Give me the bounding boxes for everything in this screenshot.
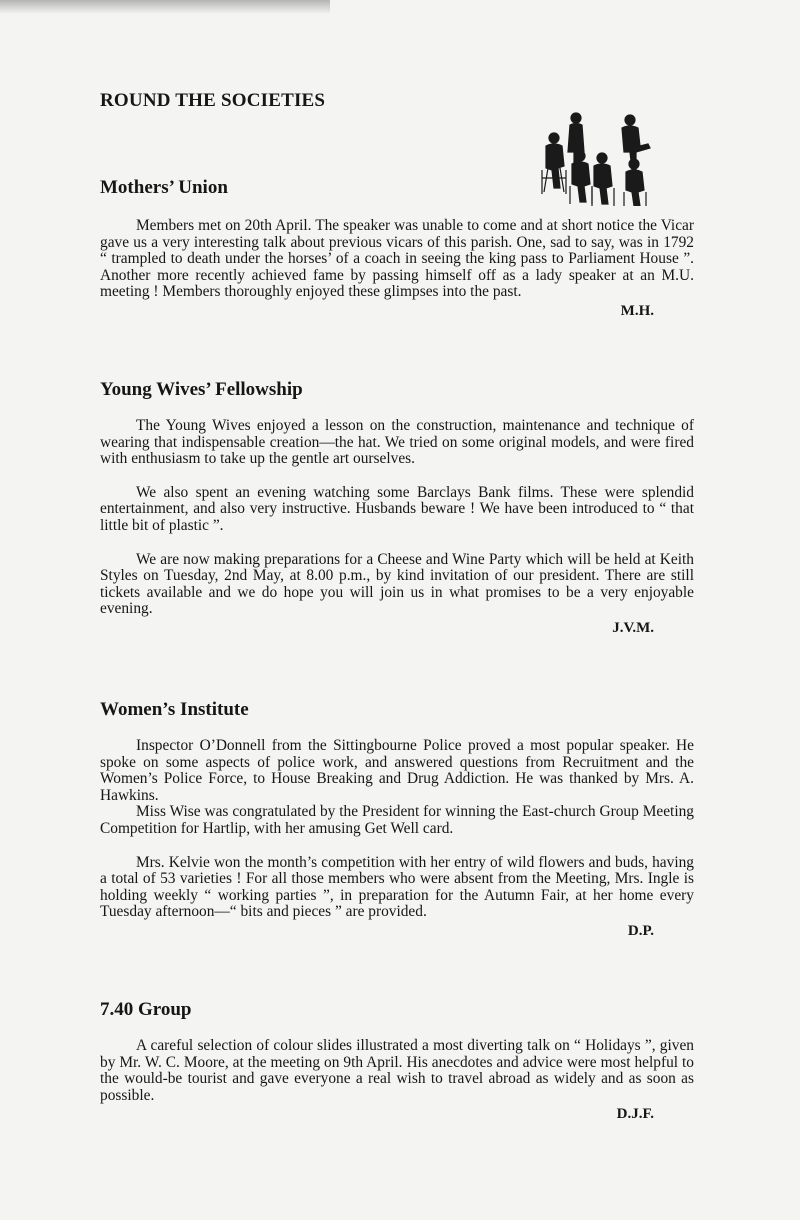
signature: D.P. <box>627 922 654 939</box>
section-paragraph: We are now making preparations for a Cheese and Wine Party which will be held at Keith Styles on Tuesday, 2nd May, at 8.00 p.m., by kind invitation of our president. There are still tickets available and we do hope you will join us in what promises to be a very enjoyable evening. <box>100 550 694 618</box>
section-paragraph: The Young Wives enjoyed a lesson on the construction, maintenance and technique of wearing that indispensable creation—the hat. We tried on some original models, and were fired with enthusiasm to take up the gentle art ourselves. <box>100 417 694 468</box>
signature: M.H. <box>620 302 654 319</box>
section-heading: Women’s Institute <box>100 699 249 720</box>
section-heading: Young Wives’ Fellowship <box>100 379 303 400</box>
signature: J.V.M. <box>612 619 654 636</box>
section-740-group <box>100 998 694 1123</box>
section-womens-institute <box>100 698 694 940</box>
section-paragraph: A careful selection of colour slides illustrated a most diverting talk on “ Holidays ”, given by Mr. W. C. Moore, at the meeting on 9th April. His anecdotes and advice were most helpful to the would-be tourist and gave everyone a real wish to travel abroad as widely and as soon as possible. <box>100 1037 694 1104</box>
section-paragraph: Members met on 20th April. The speaker was unable to come and at short notice the Vicar gave us a very interesting talk about previous vicars of this parish. One, sad to say, was in 1792 “ trampled to death under the horses’ of a coach in seeing the king pass to Parliament House ”. Another more recently achieved fame by passing himself off as a lady speaker at an M.U. meeting ! Members thoroughly enjoyed these glimpses into the past. <box>100 217 694 301</box>
page-content <box>100 88 694 1123</box>
section-paragraph: We also spent an evening watching some Barclays Bank films. These were splendid entertainment, and also very instructive. Husbands beware ! We have been introduced to “ that little bit of plastic ”. <box>100 483 694 534</box>
section-mothers-union <box>100 176 694 320</box>
section-paragraph: Mrs. Kelvie won the month’s competition with her entry of wild flowers and buds, having a total of 53 varieties ! For all those members who were absent from the Meeting, Mrs. Ingle is holding weekly “ working parties ”, in preparation for the Autumn Fair, at her home every Tuesday afternoon—“ bits and pieces ” are provided. <box>100 853 694 921</box>
section-young-wives-fellowship <box>100 378 694 637</box>
section-heading: 7.40 Group <box>100 999 192 1020</box>
scan-edge-shadow <box>0 0 330 14</box>
signature: D.J.F. <box>616 1106 654 1123</box>
section-heading: Mothers’ Union <box>100 177 228 198</box>
section-paragraph: Miss Wise was congratulated by the President for winning the East-church Group Meeting Competition for Hartlip, with her amusing Get Well card. <box>100 803 694 837</box>
section-paragraph: Inspector O’Donnell from the Sittingbourne Police proved a most popular speaker. He spoke on some aspects of police work, and answered questions from Recruitment and the Women’s Police Force, to House Breaking and Drug Addiction. He was thanked by Mrs. A. Hawkins. <box>100 737 694 804</box>
page-title: ROUND THE SOCIETIES <box>100 90 326 111</box>
